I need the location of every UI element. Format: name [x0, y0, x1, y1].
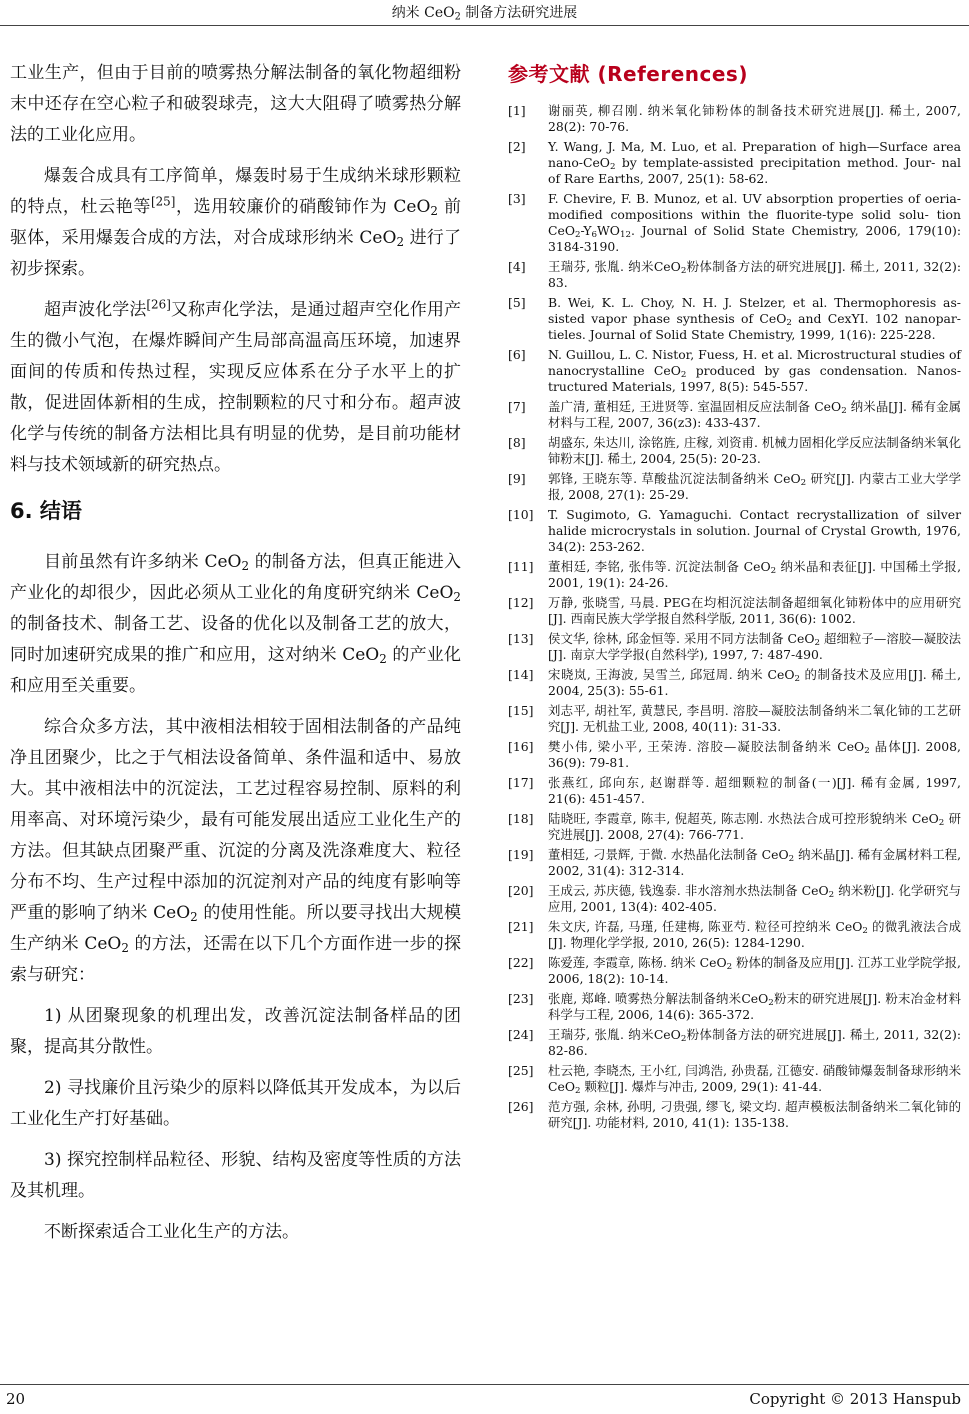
reference-text: B. Wei, K. L. Choy, N. H. J. Stelzer, et al. Thermophoresis as- sisted vapor phase synthesis of CeO$_2$ and CexYI. 102 nanopar- tieles. Journal of Solid State Chemistry, 1999, 1(16): 225-228.: [548, 295, 961, 342]
reference-number: [15]: [508, 703, 534, 718]
reference-text: 王成云, 苏庆德, 钱逸泰. 非水溶剂水热法制备 CeO$_2$ 纳米粉[J]. 化学研究与应用, 2001, 13(4): 402-405.: [548, 883, 962, 914]
reference-item: [508, 471, 961, 503]
reference-item: [508, 739, 961, 771]
reference-text: 胡盛东, 朱达川, 涂铭旌, 庄稼, 刘资甫. 机械力固相化学反应法制备纳米氧化铈粉末[J]. 稀土, 2004, 25(5): 20-23.: [548, 435, 961, 466]
page-footer: [0, 1384, 969, 1414]
reference-number: [8]: [508, 435, 526, 450]
reference-text: 董相廷, 刁景辉, 于微. 水热晶化法制备 CeO$_2$ 纳米晶[J]. 稀有金属材料工程, 2002, 31(4): 312-314.: [548, 847, 962, 878]
reference-text: 樊小伟, 梁小平, 王荣涛. 溶胶—凝胶法制备纳米 CeO$_2$ 晶体[J]. 2008, 36(9): 79-81.: [548, 739, 961, 770]
reference-number: [7]: [508, 399, 526, 414]
section-heading-conclusion: 6. 结语: [10, 499, 82, 523]
reference-number: [17]: [508, 775, 534, 790]
reference-item: [508, 103, 961, 135]
reference-item: [508, 507, 961, 555]
reference-item: [508, 883, 961, 915]
body-paragraph: 爆轰合成具有工序简单，爆轰时易于生成纳米球形颗粒的特点，杜云艳等[25]，选用较廉价的硝酸铈作为 CeO$_2$ 前驱体，采用爆轰合成的方法，对合成球形纳米 CeO$_2$ 进行了初步探索。: [10, 166, 462, 279]
copyright-notice: Copyright © 2013 Hanspub: [749, 1390, 961, 1408]
reference-number: [26]: [508, 1099, 534, 1114]
reference-number: [22]: [508, 955, 534, 970]
reference-number: [11]: [508, 559, 534, 574]
running-header-title: 纳米 CeO$_2$ 制备方法研究进展: [391, 5, 578, 23]
reference-text: 谢丽英, 柳召刚. 纳米氧化铈粉体的制备技术研究进展[J]. 稀土, 2007, 28(2): 70-76.: [548, 103, 961, 134]
reference-item: [508, 559, 961, 591]
reference-number: [5]: [508, 295, 526, 310]
reference-number: [6]: [508, 347, 526, 362]
reference-number: [3]: [508, 191, 526, 206]
reference-number: [21]: [508, 919, 534, 934]
running-header: [0, 0, 969, 26]
reference-number: [18]: [508, 811, 534, 826]
reference-item: [508, 631, 961, 663]
reference-item: [508, 139, 961, 187]
body-paragraph: 不断探索适合工业化生产的方法。: [44, 1222, 299, 1242]
reference-item: [508, 1063, 961, 1095]
reference-item: [508, 811, 961, 843]
reference-text: 王瑞芬, 张胤. 纳米CeO$_2$粉体制备方法的研究进展[J]. 稀土, 2011, 32(2): 82-86.: [548, 1027, 962, 1058]
page-number: 20: [6, 1390, 26, 1408]
references-column: [508, 58, 961, 1135]
reference-item: [508, 955, 961, 987]
body-paragraph: 综合众多方法，其中液相法相较于固相法制备的产品纯净且团聚少，比之于气相法设备简单、条件温和适中、易放大。其中液相法中的沉淀法，工艺过程容易控制、原料的利用率高、对环境污染少，最有可能发展出适应工业化生产的方法。但其缺点团聚严重、沉淀的分离及洗涤难度大、粒径分布不均、生产过程中添加的沉淀剂对产品的纯度有影响等严重的影响了纳米 CeO$_2$ 的使用性能。所以要寻找出大规模生产纳米 CeO$_2$ 的方法，还需在以下几个方面作进一步的探索与研究：: [10, 717, 461, 985]
reference-item: [508, 295, 961, 343]
reference-number: [1]: [508, 103, 526, 118]
reference-text: 张鹿, 郑峰. 喷雾热分解法制备纳米CeO$_2$粉末的研究进展[J]. 粉末冶金材料科学与工程, 2006, 14(6): 365-372.: [548, 991, 961, 1022]
references-list: [508, 103, 961, 1131]
reference-text: F. Chevire, F. B. Munoz, et al. UV absorption properties of oeria-modified compositions within the fluorite-type solid solu- tion $CeO_2-Y_6WO_{12}$. Journal of Solid State Chemistry, 2006, 179(10): 3184-3190.: [548, 191, 961, 254]
reference-text: 董相廷, 李铭, 张伟等. 沉淀法制备 CeO$_2$ 纳米晶和表征[J]. 中国稀土学报, 2001, 19(1): 24-26.: [548, 559, 962, 590]
reference-number: [12]: [508, 595, 534, 610]
reference-item: [508, 347, 961, 395]
reference-text: 陈爱莲, 李霞章, 陈杨. 纳米 CeO$_2$ 粉体的制备及应用[J]. 江苏工业学院学报, 2006, 18(2): 10-14.: [548, 955, 961, 986]
reference-text: 刘志平, 胡社军, 黄慧民, 李昌明. 溶胶—凝胶法制备纳米二氧化铈的工艺研究[J]. 无机盐工业, 2008, 40(11): 31-33.: [548, 703, 961, 734]
reference-text: 朱文庆, 许磊, 马瑾, 任建梅, 陈亚芍. 粒径可控纳米 CeO$_2$ 的微乳液法合成[J]. 物理化学学报, 2010, 26(5): 1284-1290.: [548, 919, 961, 950]
body-paragraph: 超声波化学法[26]又称声化学法，是通过超声空化作用产生的微小气泡，在爆炸瞬间产生局部高温高压环境，加速界面间的传质和传热过程，实现反应体系在分子水平上的扩散，促进固体新相的生成，控制颗粒的尺寸和分布。超声波化学与传统的制备方法相比具有明显的优势，是目前功能材料与技术领域新的研究热点。: [10, 297, 462, 475]
reference-text: 陆晓旺, 李霞章, 陈丰, 倪超英, 陈志刚. 水热法合成可控形貌纳米 CeO$_2$ 研究进展[J]. 2008, 27(4): 766-771.: [548, 811, 961, 842]
reference-number: [25]: [508, 1063, 534, 1078]
reference-text: Y. Wang, J. Ma, M. Luo, et al. Preparation of high—Surface area nano-CeO$_2$ by template-assisted precipitation method. Jour- nal of Rare Earths, 2007, 25(1): 58-62.: [548, 139, 961, 186]
reference-item: [508, 595, 961, 627]
reference-text: 盖广清, 董相廷, 王进贤等. 室温固相反应法制备 CeO$_2$ 纳米晶[J]. 稀有金属材料与工程, 2007, 36(z3): 433-437.: [548, 399, 962, 430]
reference-number: [2]: [508, 139, 526, 154]
reference-item: [508, 259, 961, 291]
reference-number: [23]: [508, 991, 534, 1006]
reference-text: 张燕红, 邱向东, 赵谢群等. 超细颗粒的制备(一)[J]. 稀有金属, 1997, 21(6): 451-457.: [548, 775, 961, 806]
reference-item: [508, 1099, 961, 1131]
reference-number: [10]: [508, 507, 534, 522]
reference-number: [13]: [508, 631, 534, 646]
reference-text: 范方强, 余林, 孙明, 刁贵强, 缪飞, 梁文均. 超声模板法制备纳米二氧化铈的研究[J]. 功能材料, 2010, 41(1): 135-138.: [548, 1099, 961, 1130]
reference-number: [4]: [508, 259, 526, 274]
reference-text: N. Guillou, L. C. Nistor, Fuess, H. et al. Microstructural studies of nanocrystalline CeO$_2$ produced by gas condensation. Nanos- tructured Materials, 1997, 8(5): 545-557.: [548, 347, 961, 394]
reference-text: 杜云艳, 李晓杰, 王小红, 闫鸿浩, 孙贵磊, 江德安. 硝酸铈爆轰制备球形纳米 CeO$_2$ 颗粒[J]. 爆炸与冲击, 2009, 29(1): 41-44.: [548, 1063, 961, 1097]
body-paragraph: 工业生产，但由于目前的喷雾热分解法制备的氧化物超细粉末中还存在空心粒子和破裂球壳，这大大阻碍了喷雾热分解法的工业化应用。: [10, 63, 461, 145]
reference-text: 郭锋, 王晓东等. 草酸盐沉淀法制备纳米 CeO$_2$ 研究[J]. 内蒙古工业大学学报, 2008, 27(1): 25-29.: [548, 471, 962, 502]
references-heading: 参考文献 (References): [508, 62, 748, 86]
body-paragraph: 目前虽然有许多纳米 CeO$_2$ 的制备方法，但真正能进入产业化的却很少，因此必须从工业化的角度研究纳米 CeO$_2$ 的制备技术、制备工艺、设备的优化以及制备工艺的放大，同时加速研究成果的推广和应用，这对纳米 CeO$_2$ 的产业化和应用至关重要。: [10, 552, 461, 696]
reference-item: [508, 1027, 961, 1059]
reference-item: [508, 703, 961, 735]
list-item: 1) 从团聚现象的机理出发，改善沉淀法制备样品的团聚，提高其分散性。: [10, 1006, 461, 1057]
reference-number: [20]: [508, 883, 534, 898]
reference-text: 万静, 张晓雪, 马晨. PEG在均相沉淀法制备超细氧化铈粉体中的应用研究[J]. 西南民族大学学报自然科学版, 2011, 36(6): 1002.: [548, 595, 961, 626]
reference-text: T. Sugimoto, G. Yamaguchi. Contact recrystallization of silver halide microcrystals in solution. Journal of Crystal Growth, 1976, 34(2): 253-262.: [548, 507, 961, 554]
reference-item: [508, 191, 961, 255]
reference-item: [508, 667, 961, 699]
reference-item: [508, 435, 961, 467]
reference-number: [16]: [508, 739, 534, 754]
reference-number: [9]: [508, 471, 526, 486]
reference-text: 侯文华, 徐林, 邱金恒等. 采用不同方法制备 CeO$_2$ 超细粒子—溶胶—凝胶法[J]. 南京大学学报(自然科学), 1997, 7: 487-490.: [548, 631, 961, 662]
reference-item: [508, 399, 961, 431]
reference-text: 宋晓岚, 王海波, 吴雪兰, 邱冠周. 纳米 CeO$_2$ 的制备技术及应用[J]. 稀土, 2004, 25(3): 55-61.: [548, 667, 962, 698]
reference-text: 王瑞芬, 张胤. 纳米CeO$_2$粉体制备方法的研究进展[J]. 稀土, 2011, 32(2): 83.: [548, 259, 962, 290]
reference-item: [508, 775, 961, 807]
left-column: [10, 58, 461, 1258]
reference-number: [24]: [508, 1027, 534, 1042]
reference-item: [508, 991, 961, 1023]
list-item: 2) 寻找廉价且污染少的原料以降低其开发成本，为以后工业化生产打好基础。: [10, 1078, 461, 1129]
reference-number: [14]: [508, 667, 534, 682]
list-item: 3) 探究控制样品粒径、形貌、结构及密度等性质的方法及其机理。: [10, 1150, 461, 1201]
reference-item: [508, 847, 961, 879]
reference-number: [19]: [508, 847, 534, 862]
reference-item: [508, 919, 961, 951]
